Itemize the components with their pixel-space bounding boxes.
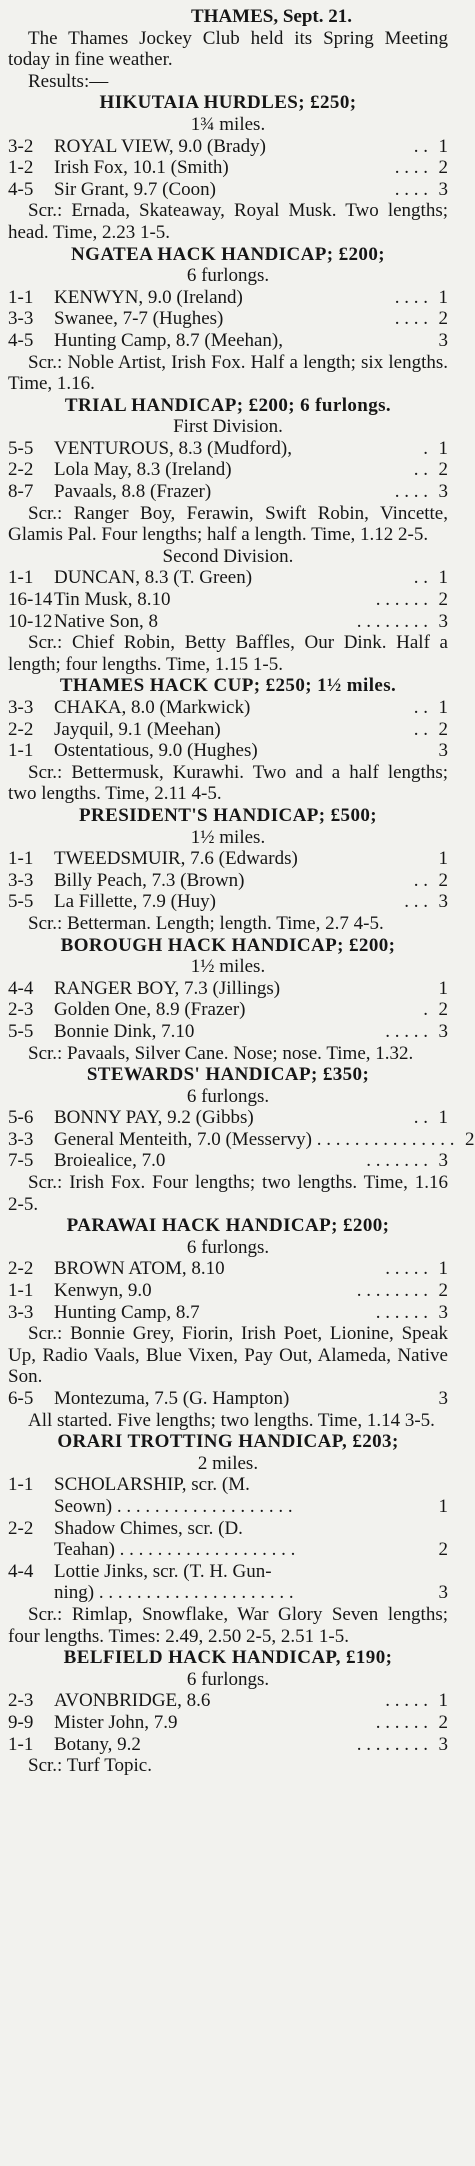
placing-position: 2 [438, 1280, 448, 1302]
placing-horse: Kenwyn, 9.0 [54, 1280, 152, 1302]
placing-row [8, 1561, 448, 1583]
placing-row [8, 330, 448, 352]
race-notes: Scr.: Turf Topic. [28, 1755, 152, 1777]
placing-odds: 1-1 [8, 567, 34, 589]
placing-horse-cont-text: ning) [54, 1582, 95, 1604]
placing-position: 3 [438, 1301, 448, 1323]
placing-leader-dots: . . [409, 697, 428, 718]
placing-position: 2 [438, 1539, 448, 1561]
placing-odds: 2-2 [8, 1258, 34, 1280]
placing-row [8, 157, 448, 179]
placing-horse: Lola May, 8.3 (Ireland) [54, 459, 232, 481]
placing-row [8, 1280, 448, 1302]
placing-row [8, 1474, 448, 1496]
placing-horse: ROYAL VIEW, 9.0 (Brady) [54, 135, 266, 157]
placing-row [8, 1734, 448, 1756]
placing-row [8, 1150, 448, 1172]
placing-odds: 5-6 [8, 1107, 34, 1129]
placing-horse: BONNY PAY, 9.2 (Gibbs) [54, 1107, 254, 1129]
placing-position: 2 [438, 869, 448, 891]
placing-leader-dots: . . [409, 135, 428, 157]
placing-leader-dots: . . . . . [380, 1020, 428, 1042]
placing-position: 1 [438, 1258, 448, 1280]
placing-horse: Mister John, 7.9 [54, 1711, 178, 1733]
placing-leader-dots: . . [409, 869, 428, 891]
placing-leader-dots: . . . . . . . . [352, 1733, 428, 1755]
race-block [8, 805, 448, 935]
placing-position: 3 [438, 1733, 448, 1755]
race-distance: 6 furlongs. [186, 1085, 270, 1107]
placing-horse: AVONBRIDGE, 8.6 [54, 1690, 211, 1712]
intro-paragraph: The Thames Jockey Club held its Spring Meeting today in fine weather. [8, 27, 448, 71]
race-block [8, 1431, 448, 1647]
placing-odds: 3-3 [8, 308, 34, 330]
race-block [8, 935, 448, 1065]
placing-leader-dots: . . . . [390, 481, 428, 503]
race-notes: Scr.: Bonnie Grey, Fiorin, Irish Poet, Lionine, Speak Up, Radio Vaals, Blue Vixen, Pay Out, Alameda, Native Son. [8, 1323, 448, 1388]
placing-odds: 4-5 [8, 329, 34, 351]
placing-position: 1 [438, 1495, 448, 1517]
placing-continuation [8, 1539, 448, 1561]
placing-position: 1 [438, 1690, 448, 1712]
race-title: ORARI TROTTING HANDICAP, £203; [57, 1431, 399, 1453]
placing-odds: 2-3 [8, 999, 34, 1021]
placing-row [8, 459, 448, 481]
race-distance: 6 furlongs. [186, 265, 270, 287]
placing-row [8, 1021, 448, 1043]
placing-leader-dots: . . . . . . . . . . . . . . . . . . . . . [94, 1582, 294, 1604]
placing-horse-continued [54, 1496, 428, 1518]
placing-horse: Shadow Chimes, scr. (D. [54, 1517, 243, 1539]
placing-horse-continued [54, 1539, 428, 1561]
placing-leader-dots: . . . . . . . . [352, 1280, 428, 1302]
placing-odds: 1-1 [8, 740, 34, 762]
placing-position: 1 [438, 1107, 448, 1129]
placing-odds: 2-2 [8, 718, 34, 740]
placing-position: 3 [438, 1582, 448, 1604]
placing-odds: 4-5 [8, 178, 34, 200]
placing-odds: 3-2 [8, 135, 34, 157]
placing-horse: Golden One, 8.9 (Frazer) [54, 999, 246, 1021]
placing-position: 1 [438, 135, 448, 157]
placing-odds: 3-3 [8, 697, 34, 718]
placing-horse: La Fillette, 7.9 (Huy) [54, 891, 216, 913]
placing-row [8, 1258, 448, 1280]
placing-horse: Hunting Camp, 8.7 (Meehan), [54, 329, 284, 351]
placing-position: 2 [438, 308, 448, 330]
placing-horse: Irish Fox, 10.1 (Smith) [54, 157, 229, 179]
placing-horse: Hunting Camp, 8.7 [54, 1301, 200, 1323]
placing-row [8, 438, 448, 460]
placing-row [8, 611, 448, 633]
placing-position: 3 [438, 178, 448, 200]
placing-row [8, 1690, 448, 1712]
placing-odds: 7-5 [8, 1150, 34, 1172]
placing-row [8, 589, 448, 611]
placing-position: 1 [438, 286, 448, 308]
placing-odds: 2-2 [8, 1517, 34, 1539]
placing-horse: Swanee, 7-7 (Hughes) [54, 308, 224, 330]
placing-row [8, 891, 448, 913]
placing-odds: 1-1 [8, 286, 34, 308]
race-notes: Scr.: Ranger Boy, Ferawin, Swift Robin, Vincette, Glamis Pal. Four lengths; half a length. Time, 1.12 2-5. [8, 502, 448, 546]
placing-odds: 8-7 [8, 481, 34, 503]
placing-horse: Pavaals, 8.8 (Frazer) [54, 481, 212, 503]
placing-position: 3 [438, 1150, 448, 1172]
placing-odds: 9-9 [8, 1711, 34, 1733]
race-notes: All started. Five lengths; two lengths. Time, 1.14 3-5. [28, 1409, 435, 1431]
placing-leader-dots: . . [409, 718, 428, 740]
placing-leader-dots: . . . . [390, 308, 428, 330]
race-title: STEWARDS' HANDICAP; £350; [86, 1064, 370, 1086]
placing-leader-dots: . . . . . . . [361, 1150, 428, 1172]
results-heading: Results:— [28, 70, 109, 92]
placing-odds: 5-5 [8, 437, 34, 459]
placing-position: 2 [438, 1711, 448, 1733]
placing-horse: Jayquil, 9.1 (Meehan) [54, 718, 221, 740]
race-block [8, 1064, 475, 1215]
placing-horse: TWEEDSMUIR, 7.6 (Edwards) [54, 848, 298, 870]
placing-leader-dots: . . . . . . . . [352, 610, 428, 632]
placing-leader-dots: . . . . . [380, 1690, 428, 1712]
placing-odds: 5-5 [8, 1020, 34, 1042]
race-block [8, 244, 448, 395]
placing-horse: RANGER BOY, 7.3 (Jillings) [54, 977, 281, 999]
placing-horse: Native Son, 8 [54, 610, 158, 632]
placing-row [8, 1518, 448, 1540]
placing-odds: 1-1 [8, 1733, 34, 1755]
placing-odds: 3-3 [8, 1301, 34, 1323]
placing-horse: Tin Musk, 8.10 [54, 589, 171, 611]
placing-position: 3 [438, 610, 448, 632]
race-notes: Scr.: Noble Artist, Irish Fox. Half a length; six lengths. Time, 1.16. [8, 351, 448, 395]
placing-leader-dots: . . . [399, 891, 428, 913]
placing-position: 2 [438, 459, 448, 481]
placing-odds: 5-5 [8, 891, 34, 913]
placing-leader-dots: . . [409, 567, 428, 589]
placing-horse-continued [54, 1582, 428, 1604]
placing-horse: Montezuma, 7.5 (G. Hampton) [54, 1388, 290, 1409]
placing-row [8, 1128, 475, 1151]
placing-row [8, 308, 448, 330]
placing-row [8, 719, 448, 741]
placing-horse: KENWYN, 9.0 (Ireland) [54, 286, 243, 308]
placing-odds: 4-4 [8, 1560, 34, 1582]
placing-leader-dots: . . . . . [380, 1258, 428, 1280]
dateline: THAMES, Sept. 21. [191, 6, 352, 27]
placing-position: 1 [438, 437, 448, 459]
race-results-list [8, 92, 475, 1777]
race-title: HIKUTAIA HURDLES; £250; [99, 92, 357, 114]
placing-row [8, 1107, 448, 1129]
placing-leader-dots: . . . . [390, 178, 428, 200]
placing-leader-dots: . . . . . . [371, 1711, 428, 1733]
placing-position: 3 [438, 1020, 448, 1042]
placing-horse: General Menteith, 7.0 (Messervy) [54, 1128, 313, 1150]
placing-horse-cont-text: Seown) [54, 1495, 113, 1517]
placing-position: 3 [438, 740, 448, 762]
placing-row [8, 567, 448, 589]
placing-leader-dots: . . . . [390, 157, 428, 179]
placing-horse: VENTUROUS, 8.3 (Mudford), [54, 437, 293, 459]
race-title: TRIAL HANDICAP; £200; 6 furlongs. [64, 394, 392, 416]
placing-position: 2 [438, 718, 448, 740]
race-title: PRESIDENT'S HANDICAP; £500; [79, 804, 377, 826]
race-block [8, 675, 448, 805]
race-block [8, 395, 448, 546]
placing-position: 2 [465, 1128, 475, 1150]
race-block [8, 92, 448, 243]
placing-odds: 1-1 [8, 1280, 34, 1302]
placing-row [8, 136, 448, 158]
placing-odds: 10-12 [8, 610, 53, 632]
race-notes: Scr.: Rimlap, Snowflake, War Glory Seven lengths; four lengths. Times: 2.49, 2.50 2-5, 2.51 1-5. [8, 1603, 448, 1647]
placing-horse-cont-text: Teahan) [54, 1539, 115, 1561]
placing-leader-dots: . . . . . . [371, 589, 428, 611]
placing-row [8, 697, 448, 719]
race-distance: Second Division. [162, 545, 294, 567]
placing-horse: DUNCAN, 8.3 (T. Green) [54, 567, 253, 589]
placing-row [8, 848, 448, 870]
placing-position: 1 [438, 567, 448, 589]
race-notes: Scr.: Chief Robin, Betty Baffles, Our Dink. Half a length; four lengths. Time, 1.15 1-5. [8, 632, 448, 675]
placing-row [8, 999, 448, 1021]
race-distance: 6 furlongs. [186, 1668, 270, 1690]
placing-position: 3 [438, 481, 448, 503]
race-distance: 1½ miles. [190, 826, 266, 848]
placing-position: 1 [438, 848, 448, 870]
race-title: BOROUGH HACK HANDICAP; £200; [60, 934, 396, 956]
race-distance: 6 furlongs. [186, 1236, 270, 1258]
race-notes: Scr.: Betterman. Length; length. Time, 2.7 4-5. [28, 912, 384, 934]
placing-odds: 1-1 [8, 1474, 34, 1496]
placing-odds: 4-4 [8, 977, 34, 999]
placing-horse: Lottie Jinks, scr. (T. H. Gun- [54, 1560, 272, 1582]
placing-odds: 2-3 [8, 1690, 34, 1712]
placing-position: 1 [438, 977, 448, 999]
placing-horse: SCHOLARSHIP, scr. (M. [54, 1474, 250, 1496]
race-notes: Scr.: Pavaals, Silver Cane. Nose; nose. Time, 1.32. [28, 1042, 414, 1064]
race-block [8, 1647, 448, 1777]
placing-odds: 6-5 [8, 1388, 34, 1409]
placing-position: 2 [438, 589, 448, 611]
race-block [8, 546, 448, 676]
placing-row [8, 1388, 448, 1410]
placing-odds: 3-3 [8, 1128, 34, 1150]
placing-horse: Ostentatious, 9.0 (Hughes) [54, 740, 258, 762]
race-block [8, 1215, 448, 1431]
race-notes: Scr.: Ernada, Skateaway, Royal Musk. Two lengths; head. Time, 2.23 1-5. [8, 200, 448, 243]
placing-row [8, 740, 448, 762]
placing-row [8, 1302, 448, 1324]
race-notes: Scr.: Bettermusk, Kurawhi. Two and a half lengths; two lengths. Time, 2.11 4-5. [8, 761, 448, 805]
race-title: THAMES HACK CUP; £250; 1½ miles. [59, 675, 397, 697]
placing-continuation [8, 1582, 448, 1604]
placing-position: 3 [438, 891, 448, 913]
placing-horse: Botany, 9.2 [54, 1733, 141, 1755]
placing-position: 3 [438, 1388, 448, 1409]
placing-horse: BROWN ATOM, 8.10 [54, 1258, 225, 1280]
placing-odds: 1-2 [8, 157, 34, 179]
placing-row [8, 1712, 448, 1734]
placing-position: 1 [438, 697, 448, 718]
placing-horse: Bonnie Dink, 7.10 [54, 1020, 195, 1042]
placing-leader-dots: . . . . . . . . . . . . . . . [312, 1128, 455, 1150]
placing-leader-dots: . [418, 999, 428, 1021]
placing-row [8, 481, 448, 503]
race-distance: 1¾ miles. [190, 113, 266, 135]
placing-row [8, 287, 448, 309]
placing-odds: 1-1 [8, 848, 34, 870]
placing-leader-dots: . . . . . . . . . . . . . . . . . . . [114, 1539, 296, 1561]
race-distance: 1½ miles. [190, 956, 266, 978]
placing-row [8, 870, 448, 892]
placing-leader-dots: . [418, 437, 428, 459]
placing-position: 2 [438, 999, 448, 1021]
placing-horse: Broiealice, 7.0 [54, 1150, 166, 1172]
race-title: PARAWAI HACK HANDICAP; £200; [66, 1215, 390, 1237]
placing-odds: 2-2 [8, 459, 34, 481]
race-notes: Scr.: Irish Fox. Four lengths; two lengths. Time, 1.16 2-5. [8, 1172, 448, 1215]
placing-position: 3 [438, 329, 448, 351]
race-distance: 2 miles. [197, 1452, 259, 1474]
placing-odds: 3-3 [8, 869, 34, 891]
race-title: BELFIELD HACK HANDICAP, £190; [63, 1647, 393, 1669]
placing-horse: Billy Peach, 7.3 (Brown) [54, 869, 245, 891]
placing-leader-dots: . . . . [390, 286, 428, 308]
placing-row [8, 179, 448, 201]
placing-leader-dots: . . . . . . . . . . . . . . . . . . . [112, 1495, 293, 1517]
race-title: NGATEA HACK HANDICAP; £200; [71, 243, 385, 265]
placing-horse: Sir Grant, 9.7 (Coon) [54, 178, 217, 200]
placing-leader-dots: . . . . . . [371, 1301, 428, 1323]
race-distance: First Division. [173, 416, 283, 438]
placing-leader-dots: . . [409, 459, 428, 481]
placing-position: 2 [438, 157, 448, 179]
placing-continuation [8, 1496, 448, 1518]
placing-leader-dots: . . [409, 1107, 428, 1129]
placing-horse: CHAKA, 8.0 (Markwick) [54, 697, 251, 718]
placing-row [8, 978, 448, 1000]
placing-odds: 16-14 [8, 589, 53, 611]
